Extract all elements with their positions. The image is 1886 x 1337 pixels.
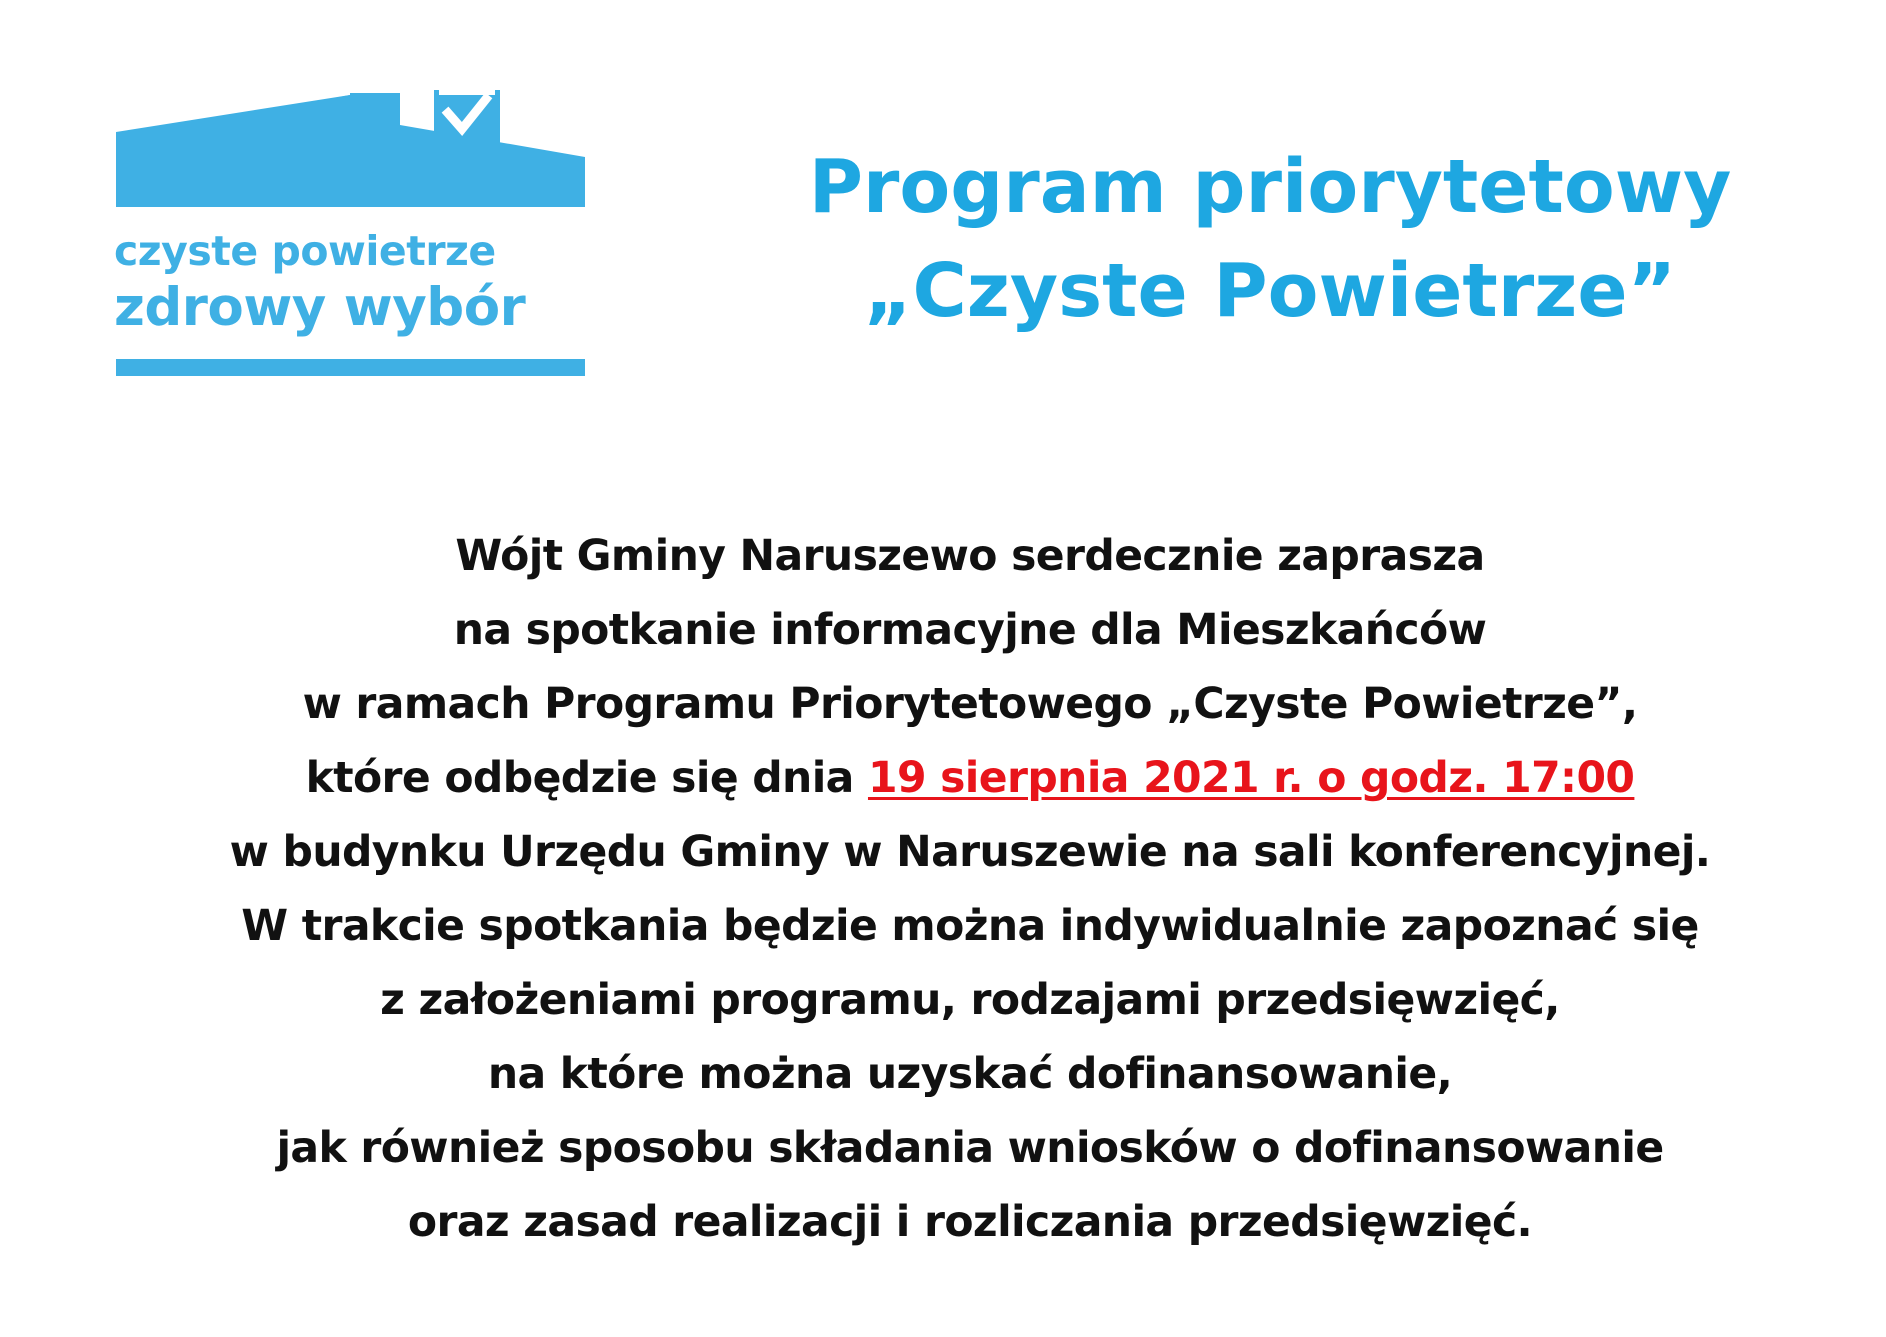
announcement-line-3: w ramach Programu Priorytetowego „Czyste Powietrze”, xyxy=(302,680,1638,729)
announcement-line-1: Wójt Gminy Naruszewo serdecznie zaprasza xyxy=(455,532,1485,581)
logo-text-line-2: zdrowy wybór xyxy=(114,277,526,338)
meeting-date-highlight: 19 sierpnia 2021 r. o godz. 17:00 xyxy=(867,754,1635,803)
title-line-1: Program priorytetowy xyxy=(808,144,1732,230)
announcement-line-5: w budynku Urzędu Gminy w Naruszewie na sali konferencyjnej. xyxy=(229,828,1711,877)
announcement-line-4 xyxy=(120,742,1820,816)
page-title xyxy=(700,135,1840,343)
announcement-line-7: z założeniami programu, rodzajami przedsięwzięć, xyxy=(380,976,1560,1025)
house-roof-checkmark-icon xyxy=(110,85,590,235)
announcement-line-10: oraz zasad realizacji i rozliczania przedsięwzięć. xyxy=(407,1198,1533,1247)
announcement-line-8: na które można uzyskać dofinansowanie, xyxy=(487,1050,1453,1099)
announcement-line-6: W trakcie spotkania będzie można indywidualnie zapoznać się xyxy=(241,902,1699,951)
announcement-line-2: na spotkanie informacyjne dla Mieszkańców xyxy=(453,606,1487,655)
title-line-2: „Czyste Powietrze” xyxy=(863,248,1677,334)
meeting-date-intro: które odbędzie się dnia xyxy=(305,754,868,803)
announcement-line-9: jak również sposobu składania wniosków o dofinansowanie xyxy=(276,1124,1664,1173)
logo-underline-bar xyxy=(116,359,585,376)
announcement-text xyxy=(120,520,1820,1260)
czyste-powietrze-logo xyxy=(110,85,590,385)
logo-text-line-1: czyste powietrze xyxy=(114,227,496,275)
